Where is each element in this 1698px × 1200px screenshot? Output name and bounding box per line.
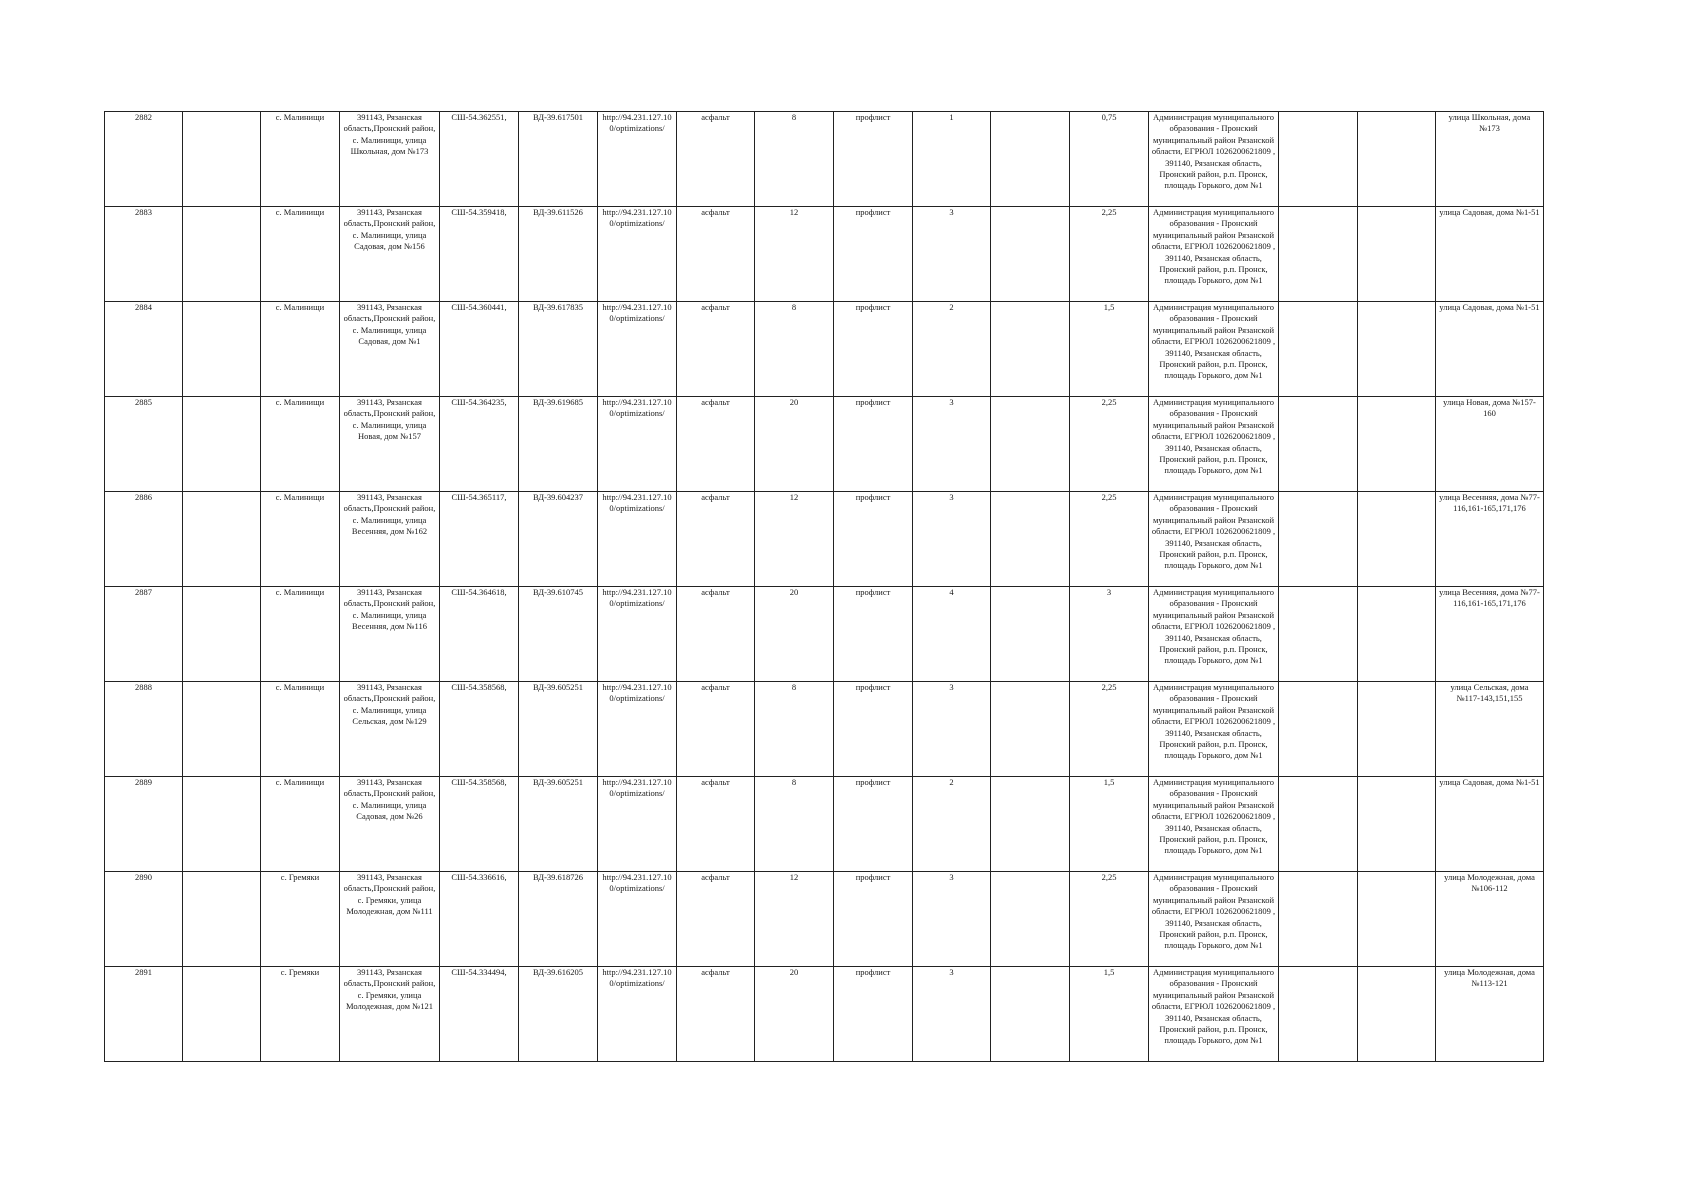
address-cell: 391143, Рязанская область,Пронский район, с. Гремяки, улица Молодежная, дом №111 — [340, 872, 440, 967]
blank-cell — [991, 967, 1070, 1062]
volume-cell: 1,5 — [1070, 967, 1149, 1062]
blank-cell — [1279, 682, 1358, 777]
volume-cell: 2,25 — [1070, 872, 1149, 967]
surface-cell: асфальт — [677, 967, 755, 1062]
fence-material-cell: профлист — [834, 967, 913, 1062]
table-row — [105, 587, 1544, 682]
area-cell: 12 — [755, 207, 834, 302]
locality-cell: с. Малинищи — [261, 112, 340, 207]
blank-cell — [1279, 967, 1358, 1062]
fence-material-cell: профлист — [834, 777, 913, 872]
longitude-cell: ВД-39.618726 — [519, 872, 598, 967]
owner-cell: Администрация муниципального образования - Пронский муниципальный район Рязанской области, ЕГРЮЛ 1026200621809 , 391140, Рязанская область, Пронский район, р.п. Пронск, площадь Горького, дом №1 — [1149, 302, 1279, 397]
blank-cell — [183, 302, 261, 397]
locality-cell: с. Малинищи — [261, 777, 340, 872]
latitude-cell: СШ-54.362551, — [440, 112, 519, 207]
blank-cell — [183, 872, 261, 967]
fence-material-cell: профлист — [834, 207, 913, 302]
map-link-cell[interactable]: http://94.231.127.100/optimizations/ — [598, 302, 677, 397]
blank-cell — [183, 492, 261, 587]
blank-cell — [1279, 777, 1358, 872]
map-link-cell[interactable]: http://94.231.127.100/optimizations/ — [598, 872, 677, 967]
fence-material-cell: профлист — [834, 397, 913, 492]
owner-cell: Администрация муниципального образования - Пронский муниципальный район Рязанской области, ЕГРЮЛ 1026200621809 , 391140, Рязанская область, Пронский район, р.п. Пронск, площадь Горького, дом №1 — [1149, 777, 1279, 872]
row-number-cell: 2889 — [105, 777, 183, 872]
map-link-cell[interactable]: http://94.231.127.100/optimizations/ — [598, 682, 677, 777]
latitude-cell: СШ-54.365117, — [440, 492, 519, 587]
longitude-cell: ВД-39.610745 — [519, 587, 598, 682]
area-cell: 8 — [755, 682, 834, 777]
volume-cell: 2,25 — [1070, 682, 1149, 777]
surface-cell: асфальт — [677, 492, 755, 587]
container-count-cell: 3 — [913, 207, 991, 302]
area-cell: 20 — [755, 967, 834, 1062]
table-body — [105, 112, 1544, 1062]
area-cell: 20 — [755, 397, 834, 492]
owner-cell: Администрация муниципального образования - Пронский муниципальный район Рязанской области, ЕГРЮЛ 1026200621809 , 391140, Рязанская область, Пронский район, р.п. Пронск, площадь Горького, дом №1 — [1149, 397, 1279, 492]
blank-cell — [183, 777, 261, 872]
map-link-cell[interactable]: http://94.231.127.100/optimizations/ — [598, 207, 677, 302]
area-cell: 12 — [755, 492, 834, 587]
blank-cell — [183, 397, 261, 492]
blank-cell — [991, 777, 1070, 872]
latitude-cell: СШ-54.360441, — [440, 302, 519, 397]
volume-cell: 2,25 — [1070, 492, 1149, 587]
latitude-cell: СШ-54.364618, — [440, 587, 519, 682]
map-link-cell[interactable]: http://94.231.127.100/optimizations/ — [598, 397, 677, 492]
owner-cell: Администрация муниципального образования - Пронский муниципальный район Рязанской области, ЕГРЮЛ 1026200621809 , 391140, Рязанская область, Пронский район, р.п. Пронск, площадь Горького, дом №1 — [1149, 112, 1279, 207]
blank-cell — [1358, 397, 1436, 492]
longitude-cell: ВД-39.619685 — [519, 397, 598, 492]
area-cell: 8 — [755, 112, 834, 207]
served-buildings-cell: улица Сельская, дома №117-143,151,155 — [1436, 682, 1544, 777]
table-row — [105, 207, 1544, 302]
blank-cell — [991, 302, 1070, 397]
table-row — [105, 112, 1544, 207]
owner-cell: Администрация муниципального образования - Пронский муниципальный район Рязанской области, ЕГРЮЛ 1026200621809 , 391140, Рязанская область, Пронский район, р.п. Пронск, площадь Горького, дом №1 — [1149, 207, 1279, 302]
blank-cell — [183, 587, 261, 682]
volume-cell: 2,25 — [1070, 397, 1149, 492]
latitude-cell: СШ-54.358568, — [440, 777, 519, 872]
container-count-cell: 3 — [913, 872, 991, 967]
volume-cell: 1,5 — [1070, 302, 1149, 397]
address-cell: 391143, Рязанская область,Пронский район, с. Малинищи, улица Весенняя, дом №116 — [340, 587, 440, 682]
latitude-cell: СШ-54.358568, — [440, 682, 519, 777]
blank-cell — [1279, 112, 1358, 207]
blank-cell — [1279, 872, 1358, 967]
address-cell: 391143, Рязанская область,Пронский район, с. Малинищи, улица Новая, дом №157 — [340, 397, 440, 492]
blank-cell — [1279, 397, 1358, 492]
container-count-cell: 3 — [913, 967, 991, 1062]
blank-cell — [1358, 492, 1436, 587]
latitude-cell: СШ-54.359418, — [440, 207, 519, 302]
served-buildings-cell: улица Садовая, дома №1-51 — [1436, 302, 1544, 397]
container-count-cell: 4 — [913, 587, 991, 682]
volume-cell: 2,25 — [1070, 207, 1149, 302]
blank-cell — [991, 872, 1070, 967]
served-buildings-cell: улица Садовая, дома №1-51 — [1436, 207, 1544, 302]
row-number-cell: 2882 — [105, 112, 183, 207]
surface-cell: асфальт — [677, 872, 755, 967]
locality-cell: с. Гремяки — [261, 872, 340, 967]
owner-cell: Администрация муниципального образования - Пронский муниципальный район Рязанской области, ЕГРЮЛ 1026200621809 , 391140, Рязанская область, Пронский район, р.п. Пронск, площадь Горького, дом №1 — [1149, 682, 1279, 777]
row-number-cell: 2886 — [105, 492, 183, 587]
container-count-cell: 2 — [913, 777, 991, 872]
container-count-cell: 2 — [913, 302, 991, 397]
blank-cell — [991, 682, 1070, 777]
latitude-cell: СШ-54.334494, — [440, 967, 519, 1062]
served-buildings-cell: улица Молодежная, дома №113-121 — [1436, 967, 1544, 1062]
served-buildings-cell: улица Молодежная, дома №106-112 — [1436, 872, 1544, 967]
area-cell: 8 — [755, 302, 834, 397]
served-buildings-cell: улица Весенняя, дома №77-116,161-165,171,176 — [1436, 587, 1544, 682]
document-page — [104, 111, 1544, 1062]
address-cell: 391143, Рязанская область,Пронский район, с. Малинищи, улица Весенняя, дом №162 — [340, 492, 440, 587]
address-cell: 391143, Рязанская область,Пронский район, с. Малинищи, улица Школьная, дом №173 — [340, 112, 440, 207]
volume-cell: 3 — [1070, 587, 1149, 682]
row-number-cell: 2890 — [105, 872, 183, 967]
longitude-cell: ВД-39.604237 — [519, 492, 598, 587]
served-buildings-cell: улица Новая, дома №157-160 — [1436, 397, 1544, 492]
blank-cell — [1358, 302, 1436, 397]
table-row — [105, 872, 1544, 967]
blank-cell — [991, 492, 1070, 587]
blank-cell — [1279, 492, 1358, 587]
area-cell: 8 — [755, 777, 834, 872]
address-cell: 391143, Рязанская область,Пронский район, с. Гремяки, улица Молодежная, дом №121 — [340, 967, 440, 1062]
locality-cell: с. Малинищи — [261, 397, 340, 492]
fence-material-cell: профлист — [834, 682, 913, 777]
map-link-cell[interactable]: http://94.231.127.100/optimizations/ — [598, 777, 677, 872]
container-count-cell: 3 — [913, 492, 991, 587]
blank-cell — [1358, 967, 1436, 1062]
address-cell: 391143, Рязанская область,Пронский район, с. Малинищи, улица Садовая, дом №1 — [340, 302, 440, 397]
address-cell: 391143, Рязанская область,Пронский район, с. Малинищи, улица Садовая, дом №26 — [340, 777, 440, 872]
row-number-cell: 2885 — [105, 397, 183, 492]
map-link-cell[interactable]: http://94.231.127.100/optimizations/ — [598, 587, 677, 682]
longitude-cell: ВД-39.617501 — [519, 112, 598, 207]
owner-cell: Администрация муниципального образования - Пронский муниципальный район Рязанской области, ЕГРЮЛ 1026200621809 , 391140, Рязанская область, Пронский район, р.п. Пронск, площадь Горького, дом №1 — [1149, 587, 1279, 682]
container-sites-table — [104, 111, 1544, 1062]
volume-cell: 0,75 — [1070, 112, 1149, 207]
map-link-cell[interactable]: http://94.231.127.100/optimizations/ — [598, 112, 677, 207]
blank-cell — [1358, 872, 1436, 967]
row-number-cell: 2891 — [105, 967, 183, 1062]
latitude-cell: СШ-54.364235, — [440, 397, 519, 492]
table-row — [105, 492, 1544, 587]
volume-cell: 1,5 — [1070, 777, 1149, 872]
served-buildings-cell: улица Весенняя, дома №77-116,161-165,171,176 — [1436, 492, 1544, 587]
row-number-cell: 2884 — [105, 302, 183, 397]
area-cell: 12 — [755, 872, 834, 967]
fence-material-cell: профлист — [834, 872, 913, 967]
locality-cell: с. Гремяки — [261, 967, 340, 1062]
longitude-cell: ВД-39.617835 — [519, 302, 598, 397]
row-number-cell: 2883 — [105, 207, 183, 302]
fence-material-cell: профлист — [834, 587, 913, 682]
served-buildings-cell: улица Школьная, дома №173 — [1436, 112, 1544, 207]
longitude-cell: ВД-39.605251 — [519, 777, 598, 872]
blank-cell — [991, 112, 1070, 207]
locality-cell: с. Малинищи — [261, 587, 340, 682]
surface-cell: асфальт — [677, 207, 755, 302]
served-buildings-cell: улица Садовая, дома №1-51 — [1436, 777, 1544, 872]
fence-material-cell: профлист — [834, 302, 913, 397]
surface-cell: асфальт — [677, 777, 755, 872]
blank-cell — [1279, 302, 1358, 397]
fence-material-cell: профлист — [834, 112, 913, 207]
address-cell: 391143, Рязанская область,Пронский район, с. Малинищи, улица Сельская, дом №129 — [340, 682, 440, 777]
owner-cell: Администрация муниципального образования - Пронский муниципальный район Рязанской области, ЕГРЮЛ 1026200621809 , 391140, Рязанская область, Пронский район, р.п. Пронск, площадь Горького, дом №1 — [1149, 492, 1279, 587]
longitude-cell: ВД-39.611526 — [519, 207, 598, 302]
map-link-cell[interactable]: http://94.231.127.100/optimizations/ — [598, 967, 677, 1062]
table-row — [105, 682, 1544, 777]
surface-cell: асфальт — [677, 587, 755, 682]
locality-cell: с. Малинищи — [261, 207, 340, 302]
locality-cell: с. Малинищи — [261, 682, 340, 777]
longitude-cell: ВД-39.616205 — [519, 967, 598, 1062]
blank-cell — [183, 207, 261, 302]
blank-cell — [991, 397, 1070, 492]
blank-cell — [1358, 207, 1436, 302]
row-number-cell: 2888 — [105, 682, 183, 777]
address-cell: 391143, Рязанская область,Пронский район, с. Малинищи, улица Садовая, дом №156 — [340, 207, 440, 302]
surface-cell: асфальт — [677, 397, 755, 492]
longitude-cell: ВД-39.605251 — [519, 682, 598, 777]
owner-cell: Администрация муниципального образования - Пронский муниципальный район Рязанской области, ЕГРЮЛ 1026200621809 , 391140, Рязанская область, Пронский район, р.п. Пронск, площадь Горького, дом №1 — [1149, 967, 1279, 1062]
latitude-cell: СШ-54.336616, — [440, 872, 519, 967]
blank-cell — [1358, 587, 1436, 682]
blank-cell — [1279, 207, 1358, 302]
table-row — [105, 302, 1544, 397]
container-count-cell: 3 — [913, 397, 991, 492]
owner-cell: Администрация муниципального образования - Пронский муниципальный район Рязанской области, ЕГРЮЛ 1026200621809 , 391140, Рязанская область, Пронский район, р.п. Пронск, площадь Горького, дом №1 — [1149, 872, 1279, 967]
blank-cell — [1358, 777, 1436, 872]
fence-material-cell: профлист — [834, 492, 913, 587]
blank-cell — [183, 967, 261, 1062]
table-row — [105, 777, 1544, 872]
blank-cell — [183, 112, 261, 207]
map-link-cell[interactable]: http://94.231.127.100/optimizations/ — [598, 492, 677, 587]
blank-cell — [1358, 682, 1436, 777]
locality-cell: с. Малинищи — [261, 302, 340, 397]
surface-cell: асфальт — [677, 682, 755, 777]
row-number-cell: 2887 — [105, 587, 183, 682]
container-count-cell: 1 — [913, 112, 991, 207]
table-row — [105, 967, 1544, 1062]
blank-cell — [991, 207, 1070, 302]
blank-cell — [183, 682, 261, 777]
surface-cell: асфальт — [677, 112, 755, 207]
blank-cell — [991, 587, 1070, 682]
locality-cell: с. Малинищи — [261, 492, 340, 587]
table-row — [105, 397, 1544, 492]
surface-cell: асфальт — [677, 302, 755, 397]
container-count-cell: 3 — [913, 682, 991, 777]
blank-cell — [1279, 587, 1358, 682]
blank-cell — [1358, 112, 1436, 207]
area-cell: 20 — [755, 587, 834, 682]
